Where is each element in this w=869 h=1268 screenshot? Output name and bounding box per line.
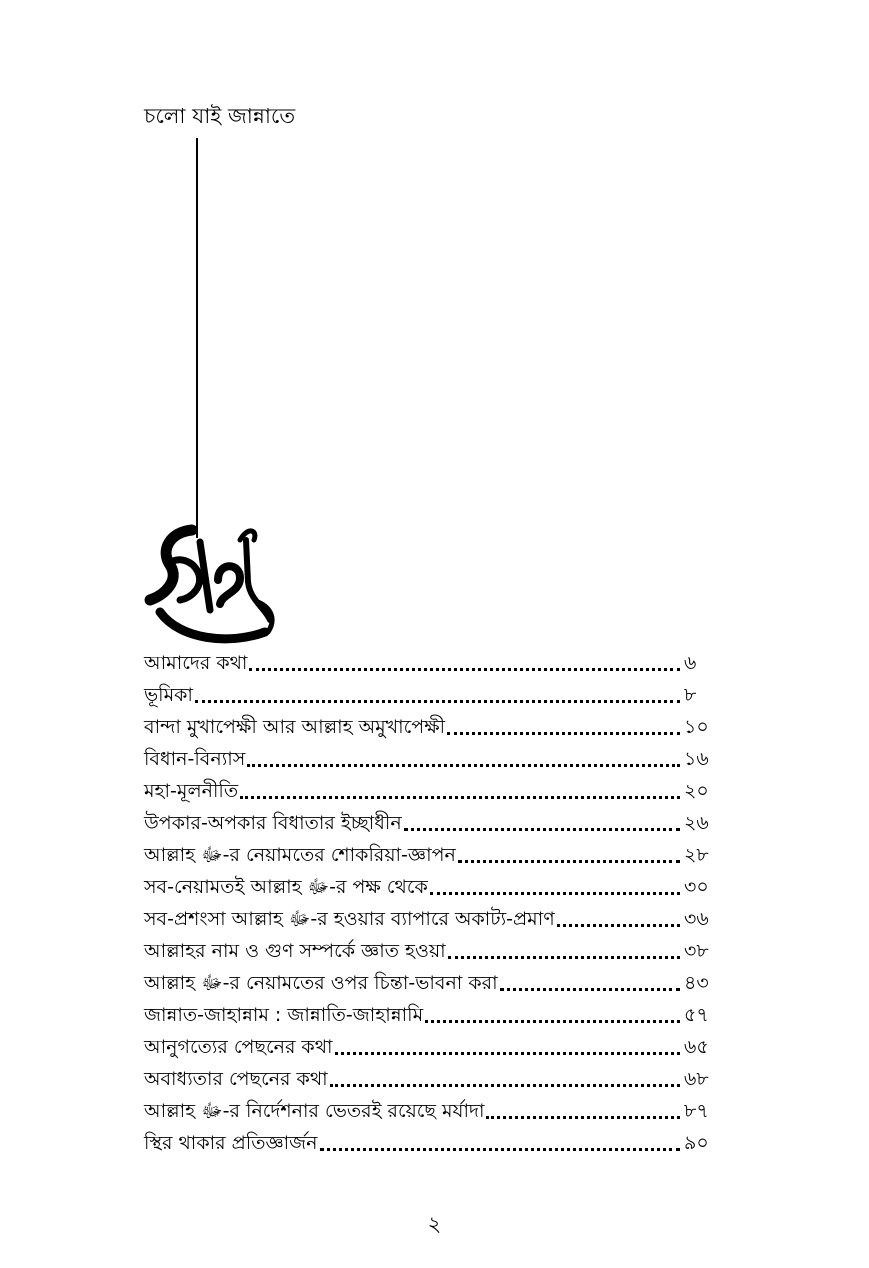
toc-entry[interactable] bbox=[144, 772, 724, 804]
toc-entry[interactable] bbox=[144, 1028, 724, 1060]
contents-heading bbox=[140, 520, 290, 650]
toc-entry-page: ৮ bbox=[684, 684, 697, 706]
toc-entry-title: আল্লাহ ﷻ-র নির্দেশনার ভেতরই রয়েছে মর্যাদা bbox=[144, 1100, 485, 1122]
toc-entry[interactable] bbox=[144, 676, 724, 708]
hanging-line bbox=[196, 138, 198, 538]
dot-leader bbox=[335, 1052, 680, 1055]
toc-entry[interactable] bbox=[144, 964, 724, 996]
toc-entry-page: ৬৮ bbox=[684, 1068, 709, 1090]
toc-entry-page: ২০ bbox=[684, 780, 709, 802]
dot-leader bbox=[425, 1020, 680, 1023]
toc-entry[interactable] bbox=[144, 1092, 724, 1124]
toc-entry-title: আল্লাহ ﷻ-র নেয়ামতের ওপর চিন্তা-ভাবনা করা bbox=[144, 972, 498, 994]
toc-entry-page: ২৮ bbox=[684, 844, 709, 866]
dot-leader bbox=[448, 956, 680, 959]
toc-entry[interactable] bbox=[144, 996, 724, 1028]
toc-entry[interactable] bbox=[144, 1060, 724, 1092]
dot-leader bbox=[447, 732, 680, 735]
toc-entry[interactable] bbox=[144, 836, 724, 868]
toc-entry[interactable] bbox=[144, 644, 724, 676]
toc-entry-title: জান্নাত-জাহান্নাম : জান্নাতি-জাহান্নামি bbox=[144, 1004, 424, 1026]
toc-entry[interactable] bbox=[144, 1124, 724, 1156]
toc-entry-title: স্থির থাকার প্রতিজ্ঞার্জন bbox=[144, 1132, 318, 1154]
running-head: চলো যাই জান্নাতে bbox=[144, 104, 296, 128]
dot-leader bbox=[320, 1148, 680, 1151]
toc-entry[interactable] bbox=[144, 804, 724, 836]
toc-entry-title: আমাদের কথা bbox=[144, 652, 248, 674]
toc-entry-title: আনুগত্যের পেছনের কথা bbox=[144, 1036, 333, 1058]
toc-entry-title: উপকার-অপকার বিধাতার ইচ্ছাধীন bbox=[144, 812, 402, 834]
toc-entry[interactable] bbox=[144, 900, 724, 932]
toc-entry-title: আল্লাহ ﷻ-র নেয়ামতের শোকরিয়া-জ্ঞাপন bbox=[144, 844, 456, 866]
dot-leader bbox=[500, 988, 680, 991]
dot-leader bbox=[404, 828, 680, 831]
toc-entry-title: অবাধ্যতার পেছনের কথা bbox=[144, 1068, 328, 1090]
toc-entry[interactable] bbox=[144, 868, 724, 900]
toc-entry-page: ৩০ bbox=[684, 876, 709, 898]
toc-entry-title: মহা-মূলনীতি bbox=[144, 780, 239, 802]
toc-entry-title: বান্দা মুখাপেক্ষী আর আল্লাহ অমুখাপেক্ষী bbox=[144, 716, 446, 738]
toc-entry-title: ভূমিকা bbox=[144, 684, 193, 706]
toc-entry-page: ১৬ bbox=[684, 748, 709, 770]
contents-heading-calligraphy bbox=[140, 520, 290, 650]
toc-entry-page: ২৬ bbox=[684, 812, 709, 834]
toc-entry-page: ৬ bbox=[684, 652, 697, 674]
dot-leader bbox=[330, 1084, 680, 1087]
dot-leader bbox=[557, 924, 680, 927]
dot-leader bbox=[486, 1116, 680, 1119]
toc-entry-page: ৯০ bbox=[684, 1132, 709, 1154]
dot-leader bbox=[430, 892, 680, 895]
dot-leader bbox=[195, 700, 680, 703]
toc-entry[interactable] bbox=[144, 740, 724, 772]
toc-entry-page: ৪৩ bbox=[684, 972, 709, 994]
toc-entry-page: ৫৭ bbox=[684, 1004, 709, 1026]
toc-entry[interactable] bbox=[144, 932, 724, 964]
toc-entry[interactable] bbox=[144, 708, 724, 740]
toc-entry-title: সব-নেয়ামতই আল্লাহ ﷻ-র পক্ষ থেকে bbox=[144, 876, 428, 898]
dot-leader bbox=[458, 860, 680, 863]
dot-leader bbox=[249, 668, 680, 671]
toc-entry-page: ৩৬ bbox=[684, 908, 709, 930]
dot-leader bbox=[240, 796, 680, 799]
toc-entry-page: ৩৮ bbox=[684, 940, 709, 962]
toc-entry-page: ৮৭ bbox=[684, 1100, 709, 1122]
toc-entry-page: ৬৫ bbox=[684, 1036, 709, 1058]
page-number: ২ bbox=[427, 1212, 442, 1236]
toc-entry-title: বিধান-বিন্যাস bbox=[144, 748, 246, 770]
table-of-contents bbox=[144, 644, 724, 1156]
dot-leader bbox=[247, 764, 680, 767]
toc-entry-title: আল্লাহর নাম ও গুণ সম্পর্কে জ্ঞাত হওয়া bbox=[144, 940, 446, 962]
toc-entry-page: ১০ bbox=[684, 716, 709, 738]
toc-entry-title: সব-প্রশংসা আল্লাহ ﷻ-র হওয়ার ব্যাপারে অকাট্য-প্রমাণ bbox=[144, 908, 555, 930]
